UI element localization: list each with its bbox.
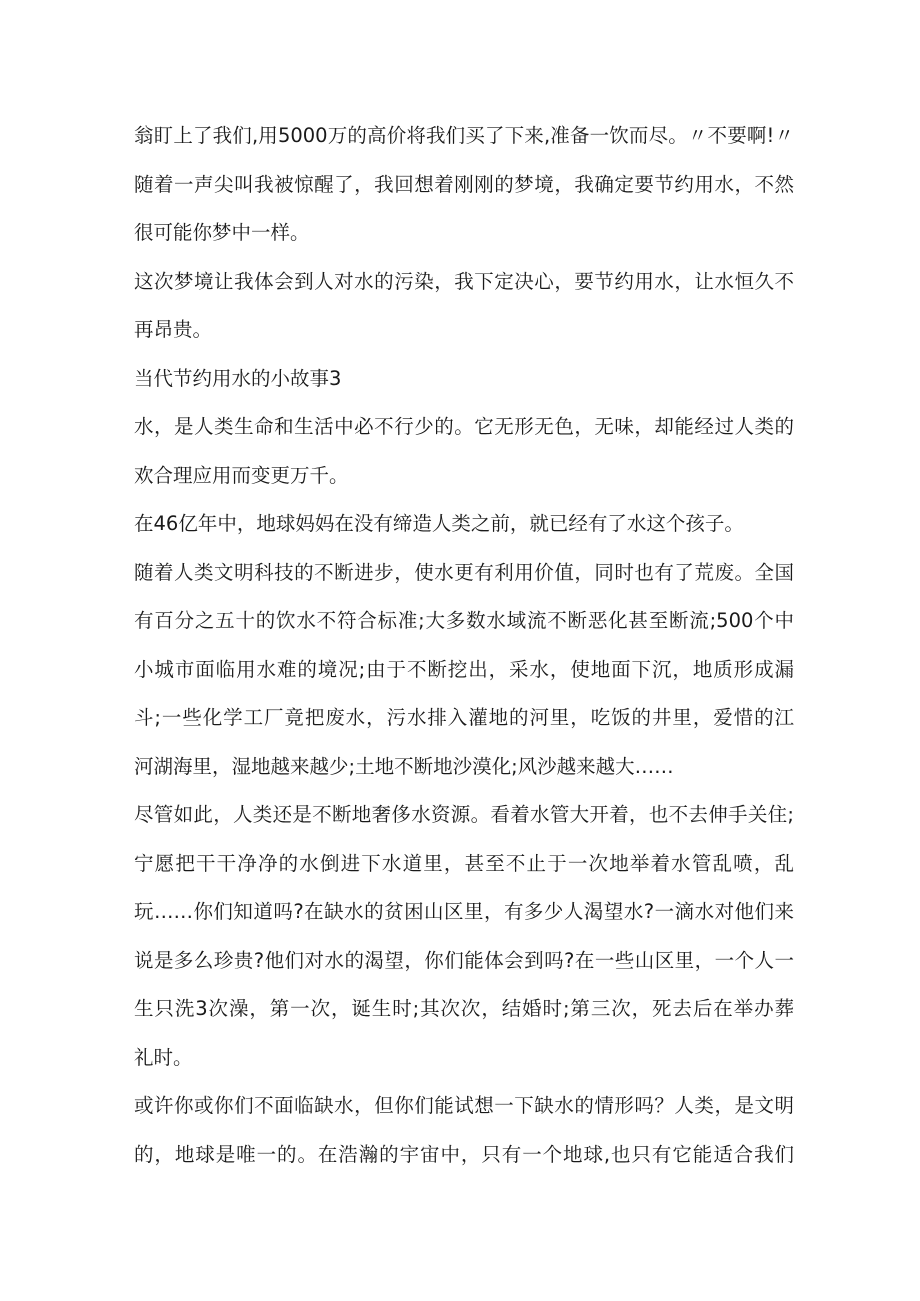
text-line: 河湖海里，湿地越来越少;土地不断地沙漠化;风沙越来越大…… bbox=[134, 754, 674, 778]
text-line: 宁愿把干干净净的水倒进下水道里，甚至不止于一次地举着水管乱喷，乱 bbox=[134, 851, 794, 875]
text-line: 随着一声尖叫我被惊醒了，我回想着刚刚的梦境，我确定要节约用水，不然 bbox=[134, 172, 794, 196]
text-line: 随着人类文明科技的不断进步，使水更有利用价值，同时也有了荒废。全国 bbox=[134, 560, 794, 584]
text-line: 很可能你梦中一样。 bbox=[134, 221, 310, 244]
text-line: 礼时。 bbox=[134, 1045, 193, 1069]
text-line: 或许你或你们不面临缺水，但你们能试想一下缺水的情形吗？人类，是文明 bbox=[134, 1094, 794, 1117]
text-line: 尽管如此，人类还是不断地奢侈水资源。看着水管大开着，也不去伸手关住; bbox=[134, 803, 794, 826]
text-line: 说是多么珍贵?他们对水的渴望，你们能体会到吗?在一些山区里，一个人一 bbox=[134, 948, 794, 972]
document-body bbox=[134, 112, 794, 1179]
text-line: 欢合理应用而变更万千。 bbox=[134, 463, 349, 487]
text-line: 斗;一些化学工厂竟把废水，污水排入灌地的河里，吃饭的井里，爱惜的江 bbox=[134, 706, 794, 729]
text-line: 的，地球是唯一的。在浩瀚的宇宙中，只有一个地球,也只有它能适合我们 bbox=[134, 1142, 794, 1166]
text-line: 玩……你们知道吗?在缺水的贫困山区里，有多少人渴望水?一滴水对他们来 bbox=[134, 900, 794, 923]
text-line: 水，是人类生命和生活中必不行少的。它无形无色，无味，却能经过人类的 bbox=[134, 415, 794, 438]
text-line: 小城市面临用水难的境况;由于不断挖出，采水，使地面下沉，地质形成漏 bbox=[134, 657, 794, 681]
text-line: 有百分之五十的饮水不符合标准;大多数水域流不断恶化甚至断流;500个中 bbox=[134, 609, 794, 632]
text-line: 生只洗3次澡，第一次，诞生时;其次次，结婚时;第三次，死去后在举办葬 bbox=[134, 997, 794, 1020]
text-line: 当代节约用水的小故事3 bbox=[134, 366, 342, 390]
text-line: 这次梦境让我体会到人对水的污染，我下定决心，要节约用水，让水恒久不 bbox=[134, 269, 794, 293]
text-line: 翁盯上了我们,用5000万的高价将我们买了下来,准备一饮而尽。〃不要啊!〃 bbox=[134, 124, 794, 147]
text-line: 再昂贵。 bbox=[134, 318, 213, 341]
text-line: 在46亿年中，地球妈妈在没有缔造人类之前，就已经有了水这个孩子。 bbox=[134, 512, 744, 535]
